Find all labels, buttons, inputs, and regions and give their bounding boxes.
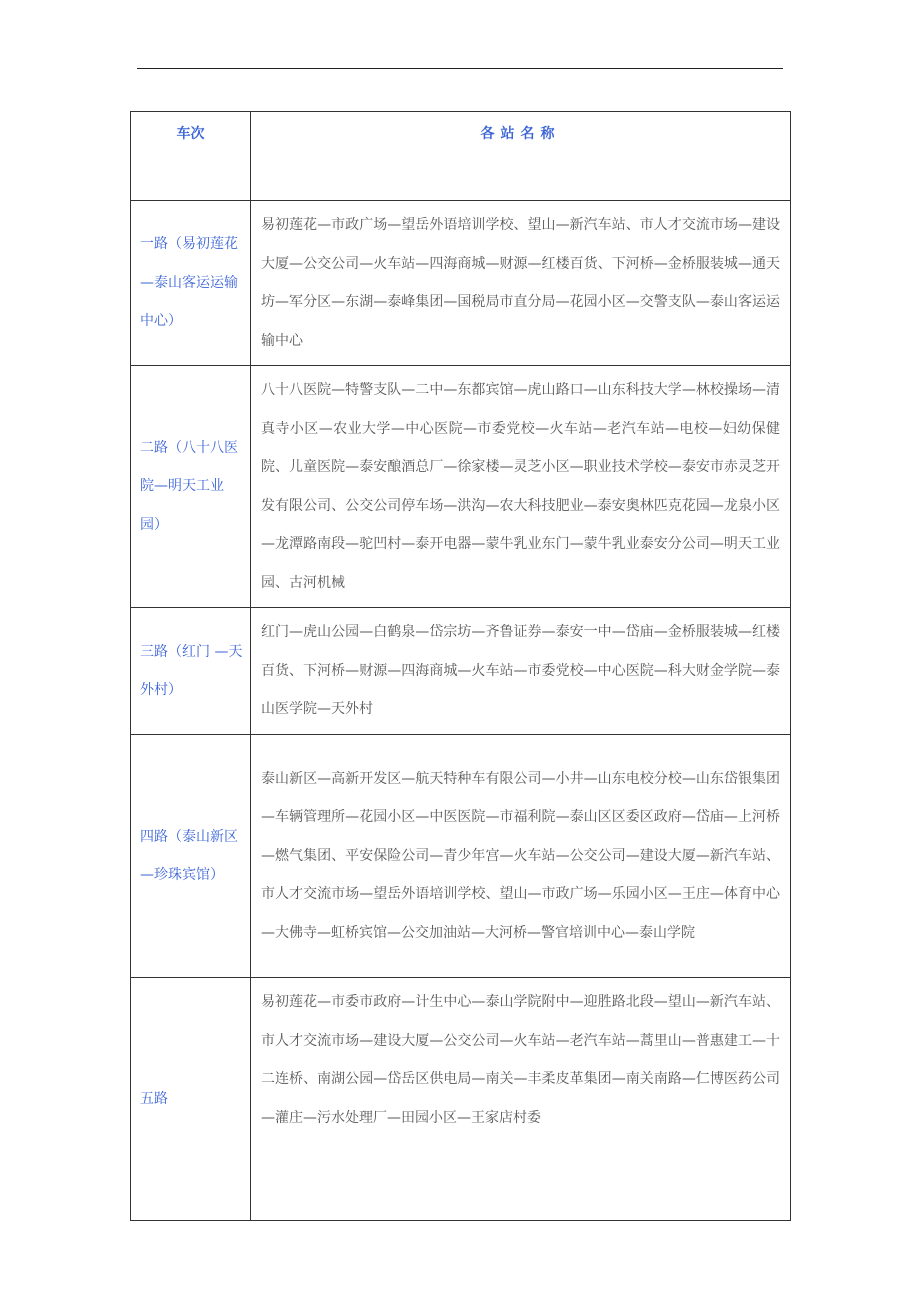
route-name: 二路（八十八医院—明天工业园） — [131, 366, 251, 608]
table-row — [131, 366, 791, 608]
table-header-row — [131, 112, 791, 201]
route-stations: 泰山新区—高新开发区—航天特种车有限公司—小井—山东电校分校—山东岱银集团—车辆管理所—花园小区—中医医院—市福利院—泰山区区委区政府—岱庙—上河桥—燃气集团、平安保险公司—青少年宫—火车站—公交公司—建设大厦—新汽车站、市人才交流市场—望岳外语培训学校、望山—市政广场—乐园小区—王庄—体育中心—大佛寺—虹桥宾馆—公交加油站—大河桥—警官培训中心—泰山学院 — [251, 735, 791, 978]
header-rule — [137, 68, 783, 69]
table-row — [131, 735, 791, 978]
route-name: 五路 — [131, 978, 251, 1221]
header-route: 车次 — [131, 112, 251, 201]
route-stations: 八十八医院—特警支队—二中—东都宾馆—虎山路口—山东科技大学—林校操场—清真寺小区—农业大学—中心医院—市委党校—火车站—老汽车站—电校—妇幼保健院、儿童医院—泰安酿酒总厂—徐家楼—灵芝小区—职业技术学校—泰安市赤灵芝开发有限公司、公交公司停车场—洪沟—农大科技肥业—泰安奥林匹克花园—龙泉小区—龙潭路南段—驼凹村—泰开电器—蒙牛乳业东门—蒙牛乳业泰安分公司—明天工业园、古河机械 — [251, 366, 791, 608]
bus-routes-table — [130, 111, 791, 1221]
route-stations: 易初莲花—市委市政府—计生中心—泰山学院附中—迎胜路北段—望山—新汽车站、市人才交流市场—建设大厦—公交公司—火车站—老汽车站—蒿里山—普惠建工—十二连桥、南湖公园—岱岳区供电局—南关—丰柔皮革集团—南关南路—仁博医药公司—灌庄—污水处理厂—田园小区—王家店村委 — [251, 978, 791, 1221]
route-name: 三路（红门 —天外村） — [131, 608, 251, 735]
table-row — [131, 201, 791, 366]
table-row — [131, 978, 791, 1221]
route-stations: 易初莲花—市政广场—望岳外语培训学校、望山—新汽车站、市人才交流市场—建设大厦—公交公司—火车站—四海商城—财源—红楼百货、下河桥—金桥服装城—通天坊—军分区—东湖—泰峰集团—国税局市直分局—花园小区—交警支队—泰山客运运输中心 — [251, 201, 791, 366]
table-row — [131, 608, 791, 735]
route-stations: 红门—虎山公园—白鹤泉—岱宗坊—齐鲁证券—泰安一中—岱庙—金桥服装城—红楼百货、下河桥—财源—四海商城—火车站—市委党校—中心医院—科大财金学院—泰山医学院—天外村 — [251, 608, 791, 735]
route-name: 四路（泰山新区—珍珠宾馆） — [131, 735, 251, 978]
route-name: 一路（易初莲花—泰山客运运输中心） — [131, 201, 251, 366]
header-stations: 各站名称 — [251, 112, 791, 201]
